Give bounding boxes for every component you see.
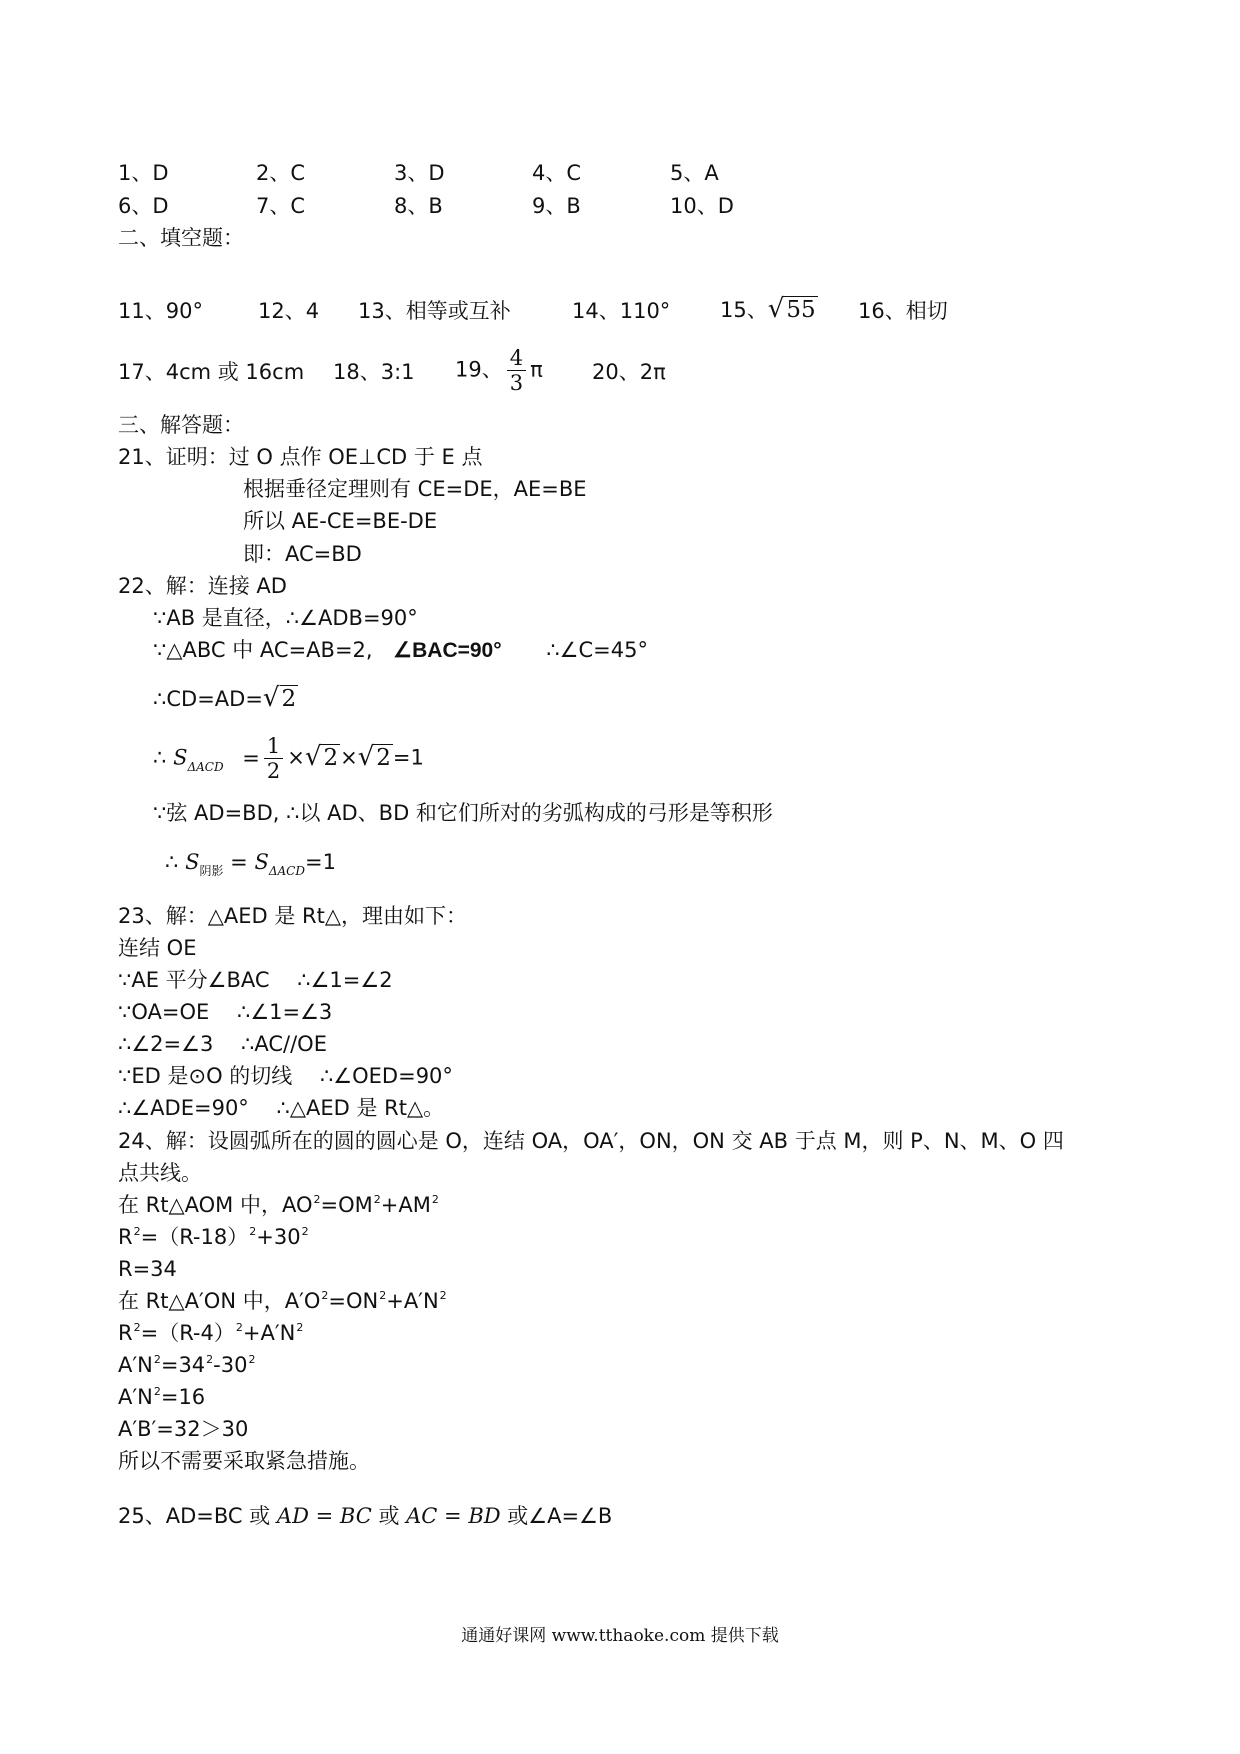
q22-line-3-c: ∴∠C=45° [546, 638, 648, 662]
q21-line-3: 所以 AE-CE=BE-DE [243, 509, 438, 533]
sqrt-symbol: √2 [262, 683, 297, 713]
q23-line-7: ∴∠ADE=90° ∴△AED 是 Rt△。 [118, 1096, 445, 1120]
q24-line-4 [118, 1224, 309, 1254]
q24-line-2: 点共线。 [118, 1161, 202, 1185]
fill-answer-17: 17、4cm 或 16cm [118, 360, 305, 384]
area-symbol: S [173, 745, 188, 770]
area-symbol: S [254, 850, 269, 874]
mc-answer: 9、B [532, 194, 581, 218]
superscript: 2 [373, 1193, 381, 1206]
fill-heading: 二、填空题： [118, 226, 244, 250]
q24-text: =（R-4） [140, 1321, 235, 1345]
q24-text: 在 Rt△AOM 中，AO [118, 1193, 313, 1217]
fill-answer-12: 12、4 [258, 299, 320, 323]
area-symbol: S [185, 850, 200, 874]
q21-line-2: 根据垂径定理则有 CE=DE，AE=BE [243, 477, 587, 501]
superscript: 2 [249, 1225, 257, 1238]
q19-suffix: π [530, 357, 543, 382]
fill-answer-15 [720, 296, 818, 323]
q24-line-7 [118, 1320, 303, 1350]
q19-prefix: 19、 [455, 357, 503, 382]
area-subscript: 阴影 [199, 864, 224, 878]
superscript: 2 [439, 1289, 447, 1302]
superscript: 2 [153, 1353, 161, 1366]
sqrt-symbol: √2 [304, 741, 339, 772]
fill-answer-18: 18、3:1 [333, 360, 415, 384]
superscript: 2 [296, 1321, 304, 1334]
q15-prefix: 15、 [720, 298, 768, 322]
q24-text: A′N [118, 1385, 153, 1409]
area-subscript: ΔACD [268, 864, 305, 878]
mc-answer: 3、D [394, 161, 445, 185]
q24-text: =34 [160, 1353, 206, 1377]
result: =1 [392, 745, 424, 770]
q23-line-6: ∵ED 是⊙O 的切线 ∴∠OED=90° [118, 1064, 453, 1088]
q22-line-3 [153, 637, 648, 664]
q24-line-3 [118, 1192, 439, 1222]
mc-answer: 5、A [670, 161, 719, 185]
radicand: 2 [376, 744, 391, 771]
q24-text: +A′N [386, 1289, 439, 1313]
q15-radicand: 55 [786, 297, 816, 323]
q25-line [118, 1503, 612, 1529]
mc-answer: 2、C [256, 161, 306, 185]
superscript: 2 [379, 1289, 387, 1302]
mc-answer: 8、B [394, 194, 443, 218]
therefore-symbol: ∴ [153, 745, 167, 770]
mc-answer: 10、D [670, 194, 734, 218]
radicand: 2 [323, 744, 339, 771]
result: =1 [304, 850, 336, 874]
mc-answer: 6、D [118, 194, 169, 218]
fill-answer-20: 20、2π [592, 360, 666, 384]
q24-line-8 [118, 1352, 255, 1382]
superscript: 2 [301, 1225, 309, 1238]
equals-sign: = [230, 850, 248, 874]
q25-or: 或 [378, 1504, 400, 1528]
q24-line-6 [118, 1288, 447, 1318]
solve-heading: 三、解答题： [118, 413, 244, 437]
q22-line-4 [153, 685, 298, 712]
superscript: 2 [133, 1321, 141, 1334]
q24-line-9 [118, 1384, 205, 1414]
q24-text: =ON [328, 1289, 379, 1313]
times-sign: × [340, 745, 358, 770]
q22-line-4-prefix: ∴CD=AD= [153, 687, 263, 711]
fill-answer-19 [455, 346, 543, 395]
q24-text: +AM [380, 1193, 431, 1217]
q25-prefix: 25、AD=BC 或 [118, 1504, 271, 1528]
q24-text: 在 Rt△A′ON 中，A′O [118, 1289, 321, 1313]
superscript: 2 [321, 1289, 329, 1302]
q24-line-11: 所以不需要采取紧急措施。 [118, 1449, 370, 1473]
equals-sign: = [242, 745, 260, 770]
fraction-denominator: 3 [509, 371, 524, 395]
superscript: 2 [235, 1321, 243, 1334]
page-footer: 通通好课网 www.tthaoke.com 提供下载 [461, 1626, 779, 1646]
q25-expr-3: ∠A=∠B [528, 1504, 613, 1528]
q24-text: =16 [160, 1385, 206, 1409]
q22-line-6: ∵弦 AD=BD, ∴以 AD、BD 和它们所对的劣弧构成的弓形是等积形 [153, 801, 773, 825]
q22-line-2: ∵AB 是直径，∴∠ADB=90° [153, 606, 418, 630]
superscript: 2 [133, 1225, 141, 1238]
q23-line-5: ∴∠2=∠3 ∴AC//OE [118, 1032, 327, 1056]
fraction-numerator: 4 [507, 346, 526, 371]
q23-line-1: 23、解：△AED 是 Rt△，理由如下： [118, 904, 468, 928]
q24-text: +30 [256, 1225, 301, 1249]
sqrt-symbol: √55 [767, 294, 816, 324]
q25-expr-2: AC = BD [406, 1504, 501, 1528]
q22-line-3-b: ∠BAC=90° [393, 639, 502, 662]
q22-line-7 [165, 849, 336, 878]
q23-line-4: ∵OA=OE ∴∠1=∠3 [118, 1000, 333, 1024]
superscript: 2 [206, 1353, 214, 1366]
times-sign: × [287, 745, 305, 770]
superscript: 2 [313, 1193, 321, 1206]
fraction [507, 346, 526, 395]
q25-expr-1: AD = BC [276, 1504, 372, 1528]
q24-text: =OM [320, 1193, 373, 1217]
q25-or: 或 [507, 1504, 529, 1528]
q22-line-1: 22、解：连接 AD [118, 574, 287, 598]
mc-answer: 4、C [532, 161, 582, 185]
fill-answer-13: 13、相等或互补 [358, 299, 511, 323]
fraction-denominator: 2 [266, 759, 281, 783]
fraction-numerator: 1 [264, 734, 283, 759]
q22-line-5 [153, 734, 424, 783]
q24-text: -30 [213, 1353, 248, 1377]
q24-text: A′N [118, 1353, 153, 1377]
fill-answer-11: 11、90° [118, 299, 203, 323]
q24-line-10: A′B′=32＞30 [118, 1417, 249, 1441]
mc-answer: 1、D [118, 161, 169, 185]
superscript: 2 [431, 1193, 439, 1206]
sqrt-symbol: √2 [357, 741, 391, 772]
q21-line-4: 即：AC=BD [243, 542, 362, 566]
radicand: 2 [281, 686, 297, 712]
q24-line-1: 24、解：设圆弧所在的圆的圆心是 O，连结 OA，OA′，ON，ON 交 AB 于点 M，则 P、N、M、O 四 [118, 1129, 1064, 1153]
area-subscript: ΔACD [187, 759, 224, 774]
fill-answer-14: 14、110° [572, 299, 671, 323]
q23-line-3: ∵AE 平分∠BAC ∴∠1=∠2 [118, 968, 393, 992]
fill-answer-16: 16、相切 [858, 299, 948, 323]
q24-text: R [118, 1321, 133, 1345]
q23-line-2: 连结 OE [118, 936, 197, 960]
superscript: 2 [248, 1353, 256, 1366]
q21-line-1: 21、证明：过 O 点作 OE⊥CD 于 E 点 [118, 445, 483, 469]
q24-line-5: R=34 [118, 1257, 177, 1281]
q24-text: R [118, 1225, 133, 1249]
fraction [264, 734, 283, 783]
therefore-symbol: ∴ [165, 850, 179, 874]
q22-line-3-a: ∵△ABC 中 AC=AB=2, [153, 638, 373, 662]
mc-answer: 7、C [256, 194, 306, 218]
q24-text: +A′N [242, 1321, 296, 1345]
superscript: 2 [153, 1385, 161, 1398]
q24-text: =（R-18） [140, 1225, 249, 1249]
